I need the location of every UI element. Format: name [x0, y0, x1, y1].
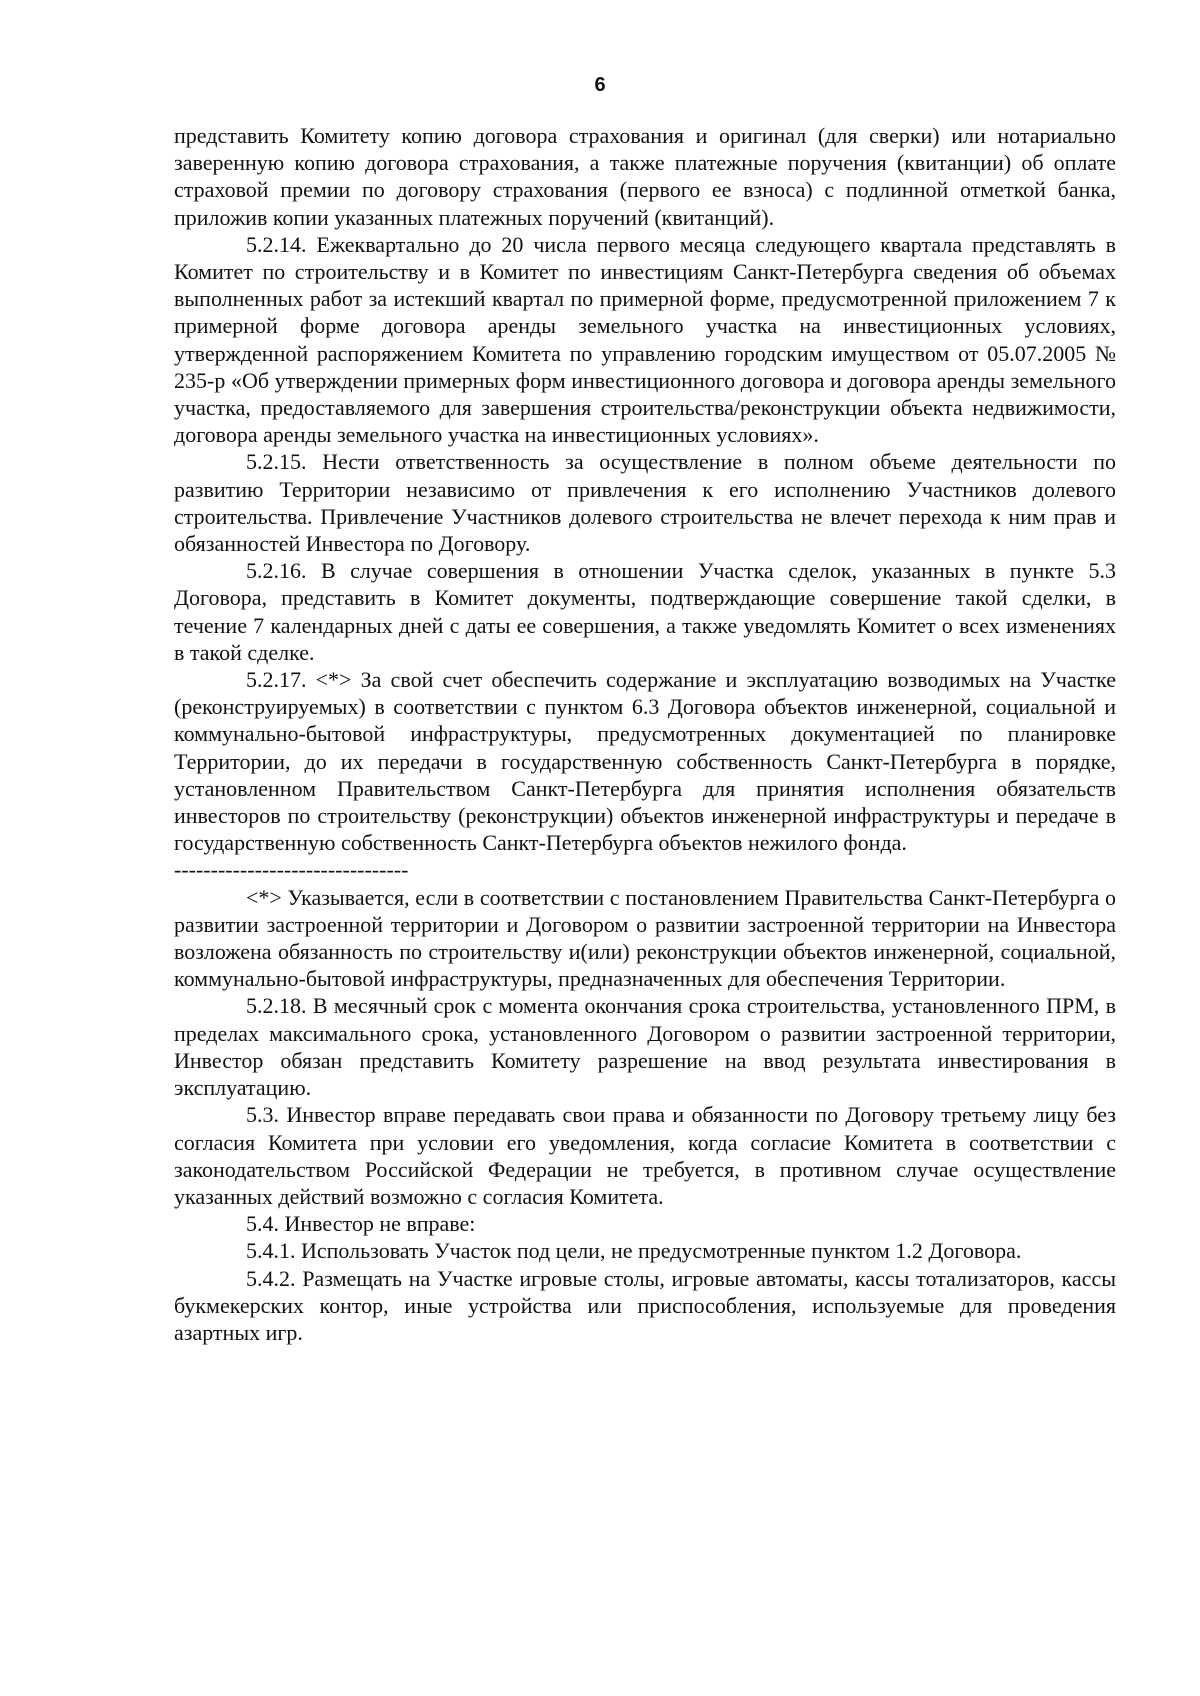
- paragraph-5-4-2: 5.4.2. Размещать на Участке игровые столы, игровые автоматы, кассы тотализаторов, кассы букмекерских контор, иные устройства или приспособления, используемые для проведения азартных игр.: [174, 1265, 1116, 1345]
- paragraph-5-3: 5.3. Инвестор вправе передавать свои права и обязанности по Договору третьему лицу без согласия Комитета при условии его уведомления, когда согласие Комитета в соответствии с законодательством Российской Федерации не требуется, в противном случае осуществление указанных действий возможно с согласия Комитета.: [174, 1102, 1116, 1209]
- paragraph-5-4-1: 5.4.1. Использовать Участок под цели, не предусмотренные пунктом 1.2 Договора.: [246, 1238, 1022, 1264]
- paragraph-insurance: представить Комитету копию договора страхования и оригинал (для сверки) или нотариально заверенную копию договора страхования, а также платежные поручения (квитанции) об оплате страховой премии по договору страхования (первого ее взноса) с подлинной отметкой банка, приложив копии указанных платежных поручений (квитанций).: [174, 123, 1116, 230]
- document-body: представить Комитету копию договора страхования и оригинал (для сверки) или нотариально заверенную копию договора страхования, а также платежные поручения (квитанции) об оплате страховой премии по договору страхования (первого ее взноса) с подлинной отметкой банка, приложив копии указанных платежных поручений (квитанций). 5.2.14. Ежеквартально до 20 числа первого месяца следующего квартала представлять в Комитет по строительству и в Комитет по инвестициям Санкт-Петербурга сведения об объемах выполненных работ за истекший квартал по примерной форме, предусмотренной приложением 7 к примерной форме договора аренды земельного участка на инвестиционных условиях, утвержденной распоряжением Комитета по управлению городским имуществом от 05.07.2005 № 235-р «Об утверждении примерных форм инвестиционного договора и договора аренды земельного участка, предоставляемого для завершения строительства/реконструкции объекта недвижимости, договора аренды земельного участка на инвестиционных условиях». 5.2.15. Нести ответственность за осуществление в полном объеме деятельности по развитию Территории независимо от привлечения к его исполнению Участников долевого строительства. Привлечение Участников долевого строительства не влечет перехода к ним прав и обязанностей Инвестора по Договору. 5.2.16. В случае совершения в отношении Участка сделок, указанных в пункте 5.3 Договора, представить в Комитет документы, подтверждающие совершение такой сделки, в течение 7 календарных дней с даты ее совершения, а также уведомлять Комитет о всех изменениях в такой сделке. 5.2.17. <*> За свой счет обеспечить содержание и эксплуатацию возводимых на Участке (реконструируемых) в соответствии с пунктом 6.3 Договора объектов инженерной, социальной и коммунально-бытовой инфраструктуры, предусмотренных документацией по планировке Территории, до их передачи в государственную собственность Санкт-Петербурга в порядке, установленном Правительством Санкт-Петербурга для принятия исполнения обязательств инвесторов по строительству (реконструкции) объектов инженерной инфраструктуры и передаче в государственную собственность Санкт-Петербурга объектов нежилого фонда. -------------------------------- <*> Указывается, если в соответствии с постановлением Правительства Санкт-Петербурга о развитии застроенной территории и Договором о развитии застроенной территории на Инвестора возложена обязанность по строительству и(или) реконструкции объектов инженерной, социальной, коммунально-бытовой инфраструктуры, предназначенных для обеспечения Территории. 5.2.18. В месячный срок с момента окончания срока строительства, установленного ПРМ, в пределах максимального срока, установленного Договором о развитии застроенной территории, Инвестор обязан представить Комитету разрешение на ввод результата инвестирования в эксплуатацию. 5.3. Инвестор вправе передавать свои права и обязанности по Договору третьему лицу без согласия Комитета при условии его уведомления, когда согласие Комитета в соответствии с законодательством Российской Федерации не требуется, в противном случае осуществление указанных действий возможно с согласия Комитета. 5.4. Инвестор не вправе: 5.4.1. Использовать Участок под цели, не предусмотренные пунктом 1.2 Договора. 5.4.2. Размещать на Участке игровые столы, игровые автоматы, кассы тотализаторов, кассы букмекерских контор, иные устройства или приспособления, используемые для проведения азартных игр.: [174, 123, 1116, 1345]
- paragraph-5-2-18: 5.2.18. В месячный срок с момента окончания срока строительства, установленного ПРМ, в пределах максимального срока, установленного Договором о развитии застроенной территории, Инвестор обязан представить Комитету разрешение на ввод результата инвестирования в эксплуатацию.: [174, 993, 1116, 1101]
- paragraph-5-2-14: 5.2.14. Ежеквартально до 20 числа первого месяца следующего квартала представлять в Комитет по строительству и в Комитет по инвестициям Санкт-Петербурга сведения об объемах выполненных работ за истекший квартал по примерной форме, предусмотренной приложением 7 к примерной форме договора аренды земельного участка на инвестиционных условиях, утвержденной распоряжением Комитета по управлению городским имуществом от 05.07.2005 № 235-р «Об утверждении примерных форм инвестиционного договора и договора аренды земельного участка, предоставляемого для завершения строительства/реконструкции объекта недвижимости, договора аренды земельного участка на инвестиционных условиях».: [174, 231, 1116, 448]
- paragraph-5-4: 5.4. Инвестор не вправе:: [246, 1211, 476, 1237]
- paragraph-5-2-15: 5.2.15. Нести ответственность за осуществление в полном объеме деятельности по развитию Территории независимо от привлечения к его исполнению Участников долевого строительства. Привлечение Участников долевого строительства не влечет перехода к ним прав и обязанностей Инвестора по Договору.: [174, 449, 1116, 557]
- paragraph-5-2-17: 5.2.17. <*> За свой счет обеспечить содержание и эксплуатацию возводимых на Участке (реконструируемых) в соответствии с пунктом 6.3 Договора объектов инженерной, социальной и коммунально-бытовой инфраструктуры, предусмотренных документацией по планировке Территории, до их передачи в государственную собственность Санкт-Петербурга в порядке, установленном Правительством Санкт-Петербурга для принятия исполнения обязательств инвесторов по строительству (реконструкции) объектов инженерной инфраструктуры и передаче в государственную собственность Санкт-Петербурга объектов нежилого фонда.: [174, 667, 1116, 856]
- page-number: 6: [594, 74, 606, 96]
- paragraph-5-2-16: 5.2.16. В случае совершения в отношении Участка сделок, указанных в пункте 5.3 Договора, представить в Комитет документы, подтверждающие совершение такой сделки, в течение 7 календарных дней с даты ее совершения, а также уведомлять Комитет о всех изменениях в такой сделке.: [174, 558, 1116, 665]
- footnote: <*> Указывается, если в соответствии с постановлением Правительства Санкт-Петербурга о развитии застроенной территории и Договором о развитии застроенной территории на Инвестора возложена обязанность по строительству и(или) реконструкции объектов инженерной, социальной, коммунально-бытовой инфраструктуры, предназначенных для обеспечения Территории.: [174, 884, 1116, 992]
